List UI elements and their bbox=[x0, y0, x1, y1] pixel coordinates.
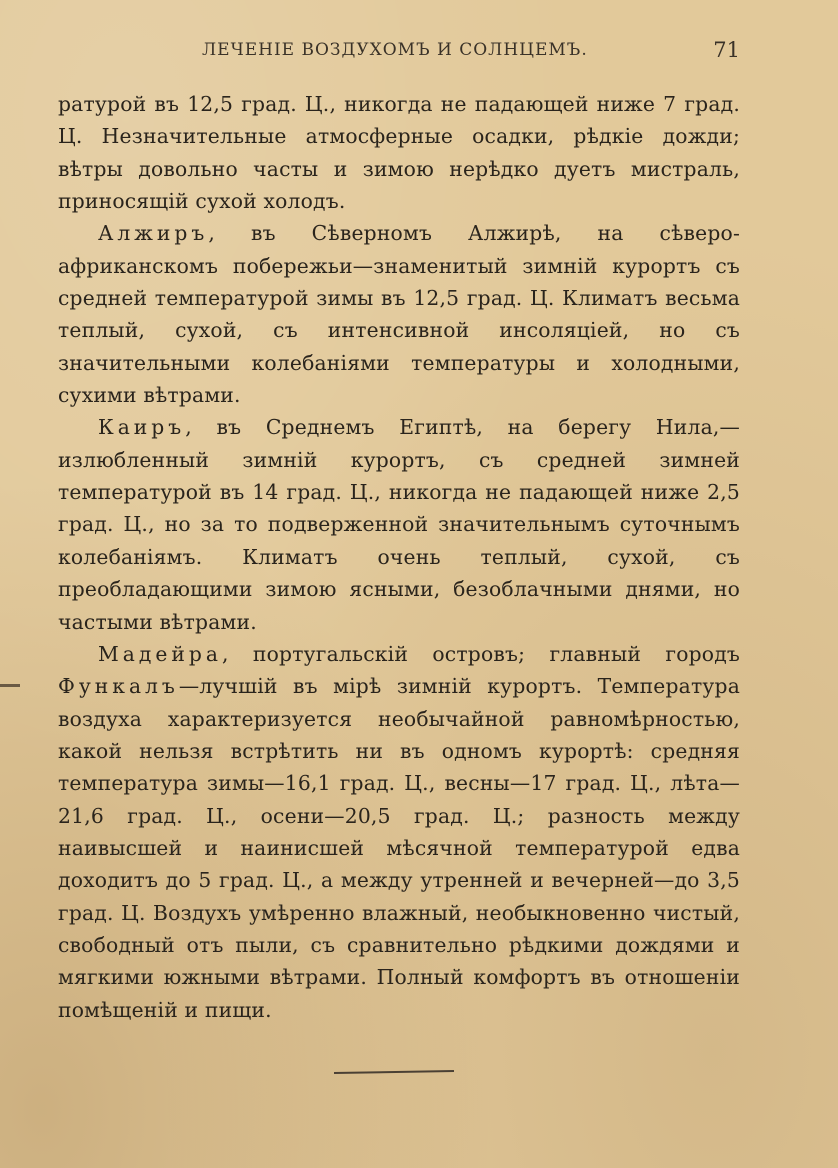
paragraph-madeira bbox=[58, 638, 740, 1026]
paragraph-text: , португальскій островъ; главный городъ bbox=[221, 641, 740, 666]
margin-mark bbox=[0, 684, 20, 687]
place-name-madeira: Мадейра bbox=[98, 641, 222, 666]
paragraph-continuation bbox=[58, 88, 740, 217]
running-head bbox=[0, 40, 838, 68]
paragraph-text: , въ Среднемъ Египтѣ, на берегу Нила,—излюбленный зимній курортъ, съ средней зимней температурой въ 14 град. Ц., никогда не падающей ниже 2,5 град. Ц., но за то подверженной значительнымъ суточнымъ колебаніямъ. Климатъ очень теплый, сухой, съ преобладающими зимою ясными, безоблачными днями, но частыми вѣтрами. bbox=[58, 415, 740, 634]
running-title: ЛЕЧЕНІЕ ВОЗДУХОМЪ И СОЛНЦЕМЪ. bbox=[202, 40, 588, 60]
place-name-cairo: Каиръ bbox=[98, 415, 186, 440]
paragraph-text: ратурой въ 12,5 град. Ц., никогда не падающей ниже 7 град. Ц. Незначительные атмосферные осадки, рѣдкіе дожди; вѣтры довольно часты и зимою нерѣдко дуетъ мистраль, приносящій сухой холодъ. bbox=[58, 92, 740, 214]
paragraph-text: —лучшій въ мірѣ зимній курортъ. Температура воздуха характеризуется необычайной равномѣрностью, какой нельзя встрѣтить ни въ одномъ курортѣ: средняя температура зимы—16,1 град. Ц., весны—17 град. Ц., лѣта—21,6 град. Ц., осени—20,5 град. Ц.; разность между наивысшей и наинисшей мѣсячной температурой едва доходитъ до 5 град. Ц., а между утренней и вечерней—до 3,5 град. Ц. Воздухъ умѣренно влажный, необыкновенно чистый, свободный отъ пыли, съ сравнительно рѣдкими дождями и мягкими южными вѣтрами. Полный комфортъ въ отношеніи помѣщеній и пищи. bbox=[58, 674, 740, 1022]
paragraph-cairo bbox=[58, 411, 740, 637]
end-rule bbox=[334, 1070, 454, 1074]
page-number: 71 bbox=[713, 38, 740, 62]
body-text bbox=[58, 88, 740, 1026]
place-name-algiers: Алжиръ bbox=[98, 221, 209, 246]
place-name-funchal: Функалъ bbox=[58, 674, 179, 699]
paragraph-algiers bbox=[58, 217, 740, 411]
paragraph-text: , въ Сѣверномъ Алжирѣ, на сѣверо-африканскомъ побережьи—знаменитый зимній курортъ съ средней температурой зимы въ 12,5 град. Ц. Климатъ весьма теплый, сухой, съ интенсивной инсоляціей, но съ значительными колебаніями температуры и холодными, сухими вѣтрами. bbox=[58, 221, 740, 408]
